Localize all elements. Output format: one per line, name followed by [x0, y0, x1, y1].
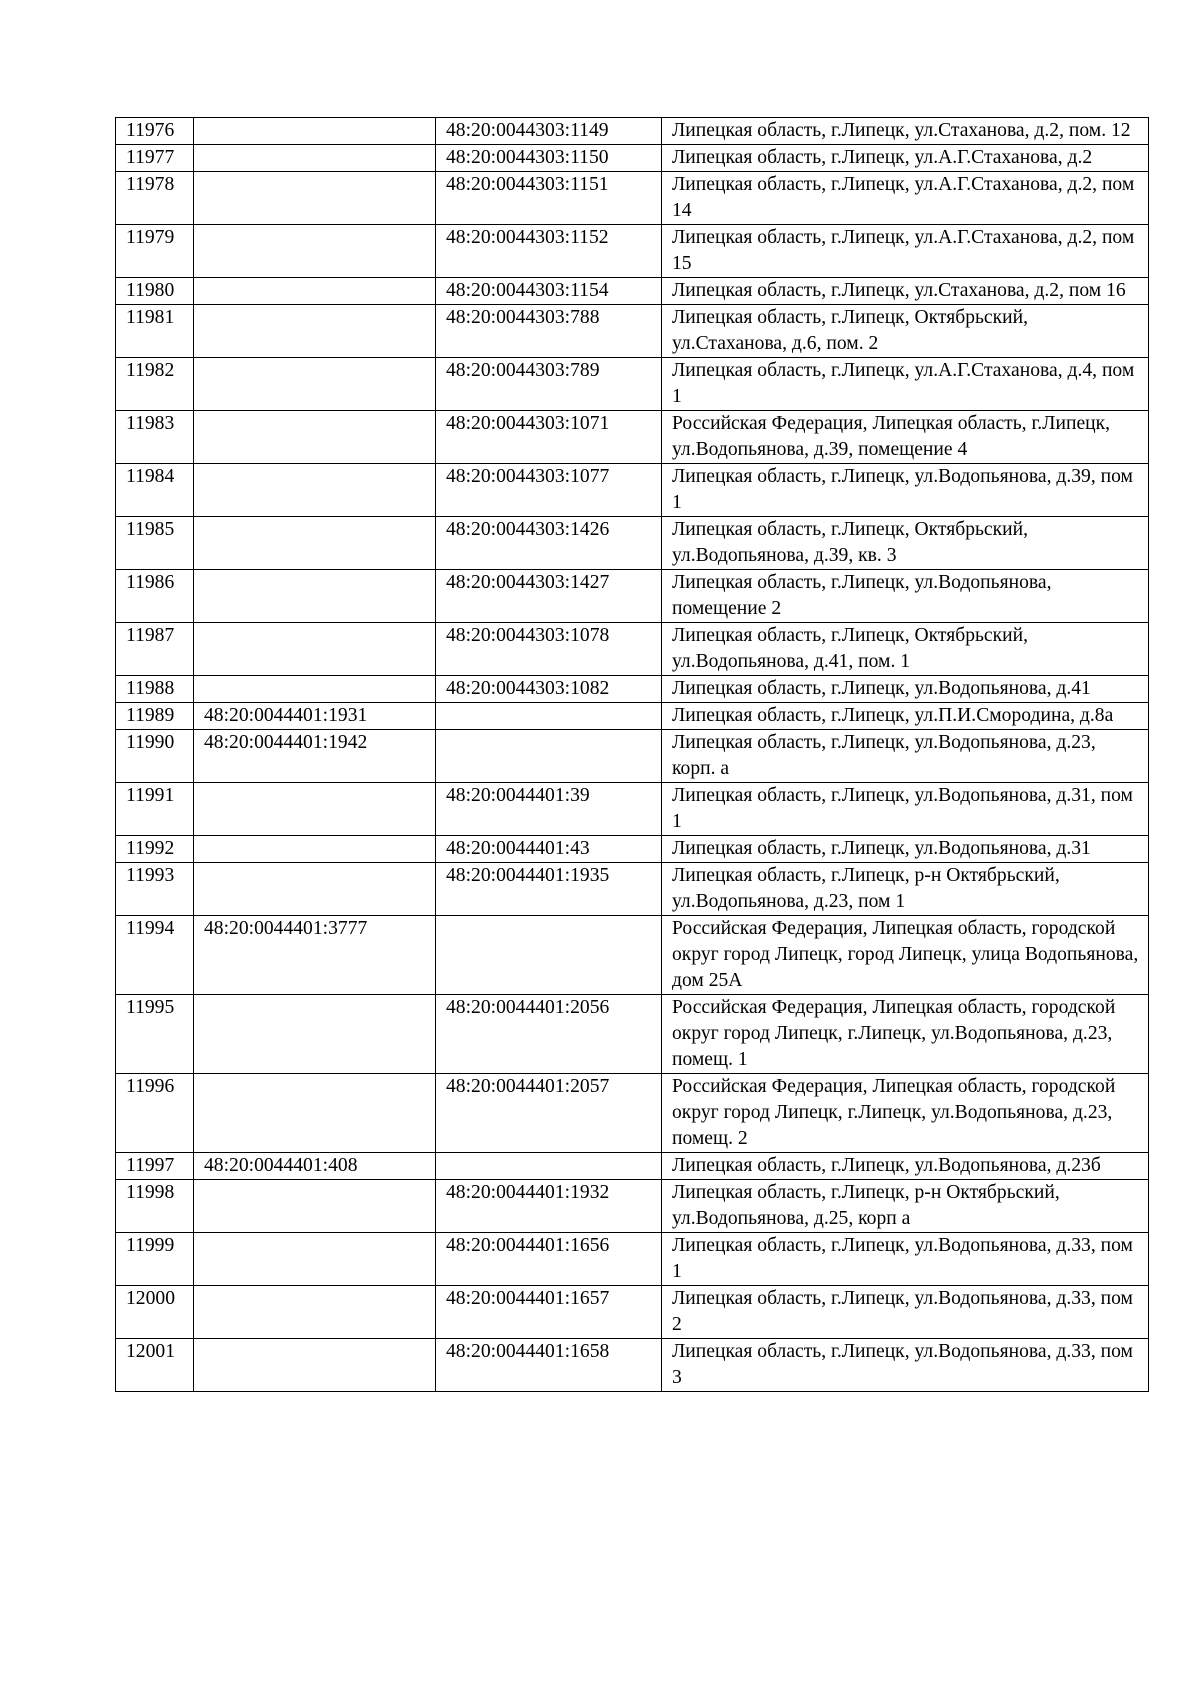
cadastral-number-building-cell — [194, 1286, 436, 1339]
table-row — [116, 1153, 1149, 1180]
cadastral-number-room-cell: 48:20:0044401:43 — [436, 836, 662, 863]
cadastral-number-room-cell: 48:20:0044303:1427 — [436, 570, 662, 623]
cadastral-number-building-cell: 48:20:0044401:3777 — [194, 916, 436, 995]
cadastral-number-room-cell: 48:20:0044303:1071 — [436, 411, 662, 464]
cadastral-number-room-cell: 48:20:0044303:1082 — [436, 676, 662, 703]
table-row — [116, 570, 1149, 623]
table-row — [116, 783, 1149, 836]
cadastral-number-building-cell — [194, 1233, 436, 1286]
cadastral-number-building-cell — [194, 570, 436, 623]
row-number-cell: 11997 — [116, 1153, 194, 1180]
table-row — [116, 1074, 1149, 1153]
address-cell: Липецкая область, г.Липецк, ул.Водопьянова, д.33, пом 3 — [662, 1339, 1149, 1392]
table-row — [116, 145, 1149, 172]
cadastral-number-room-cell: 48:20:0044303:1152 — [436, 225, 662, 278]
registry-table — [115, 117, 1149, 1392]
address-cell: Липецкая область, г.Липецк, Октябрьский, ул.Водопьянова, д.39, кв. 3 — [662, 517, 1149, 570]
cadastral-number-room-cell: 48:20:0044303:789 — [436, 358, 662, 411]
row-number-cell: 11988 — [116, 676, 194, 703]
cadastral-number-building-cell — [194, 172, 436, 225]
table-row — [116, 118, 1149, 145]
cadastral-number-building-cell: 48:20:0044401:1931 — [194, 703, 436, 730]
cadastral-number-building-cell: 48:20:0044401:408 — [194, 1153, 436, 1180]
cadastral-number-building-cell — [194, 278, 436, 305]
cadastral-number-building-cell — [194, 995, 436, 1074]
table-row — [116, 863, 1149, 916]
address-cell: Липецкая область, г.Липецк, ул.Водопьянова, д.33, пом 2 — [662, 1286, 1149, 1339]
cadastral-number-room-cell — [436, 916, 662, 995]
cadastral-number-building-cell — [194, 1339, 436, 1392]
cadastral-number-building-cell — [194, 145, 436, 172]
address-cell: Липецкая область, г.Липецк, ул.Водопьянова, д.23б — [662, 1153, 1149, 1180]
address-cell: Липецкая область, г.Липецк, ул.Водопьянова, д.41 — [662, 676, 1149, 703]
table-row — [116, 517, 1149, 570]
cadastral-number-room-cell: 48:20:0044401:2057 — [436, 1074, 662, 1153]
cadastral-number-room-cell: 48:20:0044401:1657 — [436, 1286, 662, 1339]
address-cell: Липецкая область, г.Липецк, р-н Октябрьский, ул.Водопьянова, д.23, пом 1 — [662, 863, 1149, 916]
table-row — [116, 172, 1149, 225]
cadastral-number-room-cell: 48:20:0044401:1935 — [436, 863, 662, 916]
row-number-cell: 12000 — [116, 1286, 194, 1339]
cadastral-number-building-cell — [194, 464, 436, 517]
row-number-cell: 11992 — [116, 836, 194, 863]
cadastral-number-room-cell — [436, 1153, 662, 1180]
address-cell: Липецкая область, г.Липецк, ул.Водопьянова, д.33, пом 1 — [662, 1233, 1149, 1286]
cadastral-number-building-cell — [194, 783, 436, 836]
cadastral-number-building-cell — [194, 836, 436, 863]
table-row — [116, 703, 1149, 730]
address-cell: Липецкая область, г.Липецк, ул.А.Г.Стаханова, д.2, пом 14 — [662, 172, 1149, 225]
cadastral-number-building-cell — [194, 411, 436, 464]
cadastral-number-room-cell — [436, 703, 662, 730]
row-number-cell: 11993 — [116, 863, 194, 916]
registry-table-body — [116, 118, 1149, 1392]
table-row — [116, 623, 1149, 676]
address-cell: Липецкая область, г.Липецк, ул.Водопьянова, д.31, пом 1 — [662, 783, 1149, 836]
table-row — [116, 305, 1149, 358]
row-number-cell: 11981 — [116, 305, 194, 358]
address-cell: Липецкая область, г.Липецк, ул.А.Г.Стаханова, д.2, пом 15 — [662, 225, 1149, 278]
table-row — [116, 676, 1149, 703]
row-number-cell: 11986 — [116, 570, 194, 623]
cadastral-number-building-cell: 48:20:0044401:1942 — [194, 730, 436, 783]
table-row — [116, 278, 1149, 305]
table-row — [116, 358, 1149, 411]
table-row — [116, 225, 1149, 278]
table-row — [116, 730, 1149, 783]
cadastral-number-room-cell: 48:20:0044303:788 — [436, 305, 662, 358]
cadastral-number-building-cell — [194, 676, 436, 703]
row-number-cell: 11980 — [116, 278, 194, 305]
cadastral-number-room-cell: 48:20:0044303:1149 — [436, 118, 662, 145]
address-cell: Липецкая область, г.Липецк, ул.А.Г.Стаханова, д.2 — [662, 145, 1149, 172]
address-cell: Липецкая область, г.Липецк, р-н Октябрьский, ул.Водопьянова, д.25, корп а — [662, 1180, 1149, 1233]
address-cell: Липецкая область, г.Липецк, ул.П.И.Смородина, д.8а — [662, 703, 1149, 730]
cadastral-number-building-cell — [194, 358, 436, 411]
address-cell: Липецкая область, г.Липецк, ул.Стаханова, д.2, пом. 12 — [662, 118, 1149, 145]
cadastral-number-building-cell — [194, 118, 436, 145]
row-number-cell: 12001 — [116, 1339, 194, 1392]
row-number-cell: 11999 — [116, 1233, 194, 1286]
cadastral-number-room-cell: 48:20:0044401:1656 — [436, 1233, 662, 1286]
address-cell: Липецкая область, г.Липецк, Октябрьский, ул.Водопьянова, д.41, пом. 1 — [662, 623, 1149, 676]
table-row — [116, 1339, 1149, 1392]
row-number-cell: 11998 — [116, 1180, 194, 1233]
cadastral-number-building-cell — [194, 863, 436, 916]
table-row — [116, 464, 1149, 517]
row-number-cell: 11985 — [116, 517, 194, 570]
cadastral-number-room-cell: 48:20:0044401:39 — [436, 783, 662, 836]
cadastral-number-building-cell — [194, 517, 436, 570]
table-row — [116, 411, 1149, 464]
row-number-cell: 11979 — [116, 225, 194, 278]
address-cell: Российская Федерация, Липецкая область, городской округ город Липецк, г.Липецк, ул.Водопьянова, д.23, помещ. 1 — [662, 995, 1149, 1074]
cadastral-number-room-cell: 48:20:0044303:1150 — [436, 145, 662, 172]
row-number-cell: 11983 — [116, 411, 194, 464]
cadastral-number-room-cell: 48:20:0044401:1932 — [436, 1180, 662, 1233]
cadastral-number-building-cell — [194, 623, 436, 676]
address-cell: Российская Федерация, Липецкая область, городской округ город Липецк, г.Липецк, ул.Водопьянова, д.23, помещ. 2 — [662, 1074, 1149, 1153]
row-number-cell: 11991 — [116, 783, 194, 836]
cadastral-number-room-cell: 48:20:0044303:1154 — [436, 278, 662, 305]
cadastral-number-room-cell: 48:20:0044401:2056 — [436, 995, 662, 1074]
cadastral-number-building-cell — [194, 1074, 436, 1153]
address-cell: Липецкая область, г.Липецк, ул.Водопьянова, д.31 — [662, 836, 1149, 863]
row-number-cell: 11977 — [116, 145, 194, 172]
table-row — [116, 916, 1149, 995]
address-cell: Липецкая область, г.Липецк, ул.Стаханова, д.2, пом 16 — [662, 278, 1149, 305]
address-cell: Липецкая область, г.Липецк, ул.Водопьянова, д.23, корп. а — [662, 730, 1149, 783]
row-number-cell: 11976 — [116, 118, 194, 145]
address-cell: Российская Федерация, Липецкая область, городской округ город Липецк, город Липецк, улица Водопьянова, дом 25А — [662, 916, 1149, 995]
row-number-cell: 11990 — [116, 730, 194, 783]
row-number-cell: 11987 — [116, 623, 194, 676]
address-cell: Липецкая область, г.Липецк, ул.Водопьянова, помещение 2 — [662, 570, 1149, 623]
cadastral-number-building-cell — [194, 1180, 436, 1233]
cadastral-number-room-cell: 48:20:0044401:1658 — [436, 1339, 662, 1392]
address-cell: Липецкая область, г.Липецк, Октябрьский, ул.Стаханова, д.6, пом. 2 — [662, 305, 1149, 358]
cadastral-number-room-cell: 48:20:0044303:1077 — [436, 464, 662, 517]
address-cell: Липецкая область, г.Липецк, ул.Водопьянова, д.39, пом 1 — [662, 464, 1149, 517]
cadastral-number-room-cell: 48:20:0044303:1426 — [436, 517, 662, 570]
row-number-cell: 11984 — [116, 464, 194, 517]
table-row — [116, 1180, 1149, 1233]
table-row — [116, 1233, 1149, 1286]
row-number-cell: 11995 — [116, 995, 194, 1074]
row-number-cell: 11982 — [116, 358, 194, 411]
address-cell: Российская Федерация, Липецкая область, г.Липецк, ул.Водопьянова, д.39, помещение 4 — [662, 411, 1149, 464]
cadastral-number-building-cell — [194, 305, 436, 358]
table-row — [116, 836, 1149, 863]
table-row — [116, 995, 1149, 1074]
row-number-cell: 11994 — [116, 916, 194, 995]
cadastral-number-room-cell — [436, 730, 662, 783]
table-row — [116, 1286, 1149, 1339]
address-cell: Липецкая область, г.Липецк, ул.А.Г.Стаханова, д.4, пом 1 — [662, 358, 1149, 411]
row-number-cell: 11989 — [116, 703, 194, 730]
cadastral-number-building-cell — [194, 225, 436, 278]
cadastral-number-room-cell: 48:20:0044303:1078 — [436, 623, 662, 676]
row-number-cell: 11996 — [116, 1074, 194, 1153]
cadastral-number-room-cell: 48:20:0044303:1151 — [436, 172, 662, 225]
row-number-cell: 11978 — [116, 172, 194, 225]
